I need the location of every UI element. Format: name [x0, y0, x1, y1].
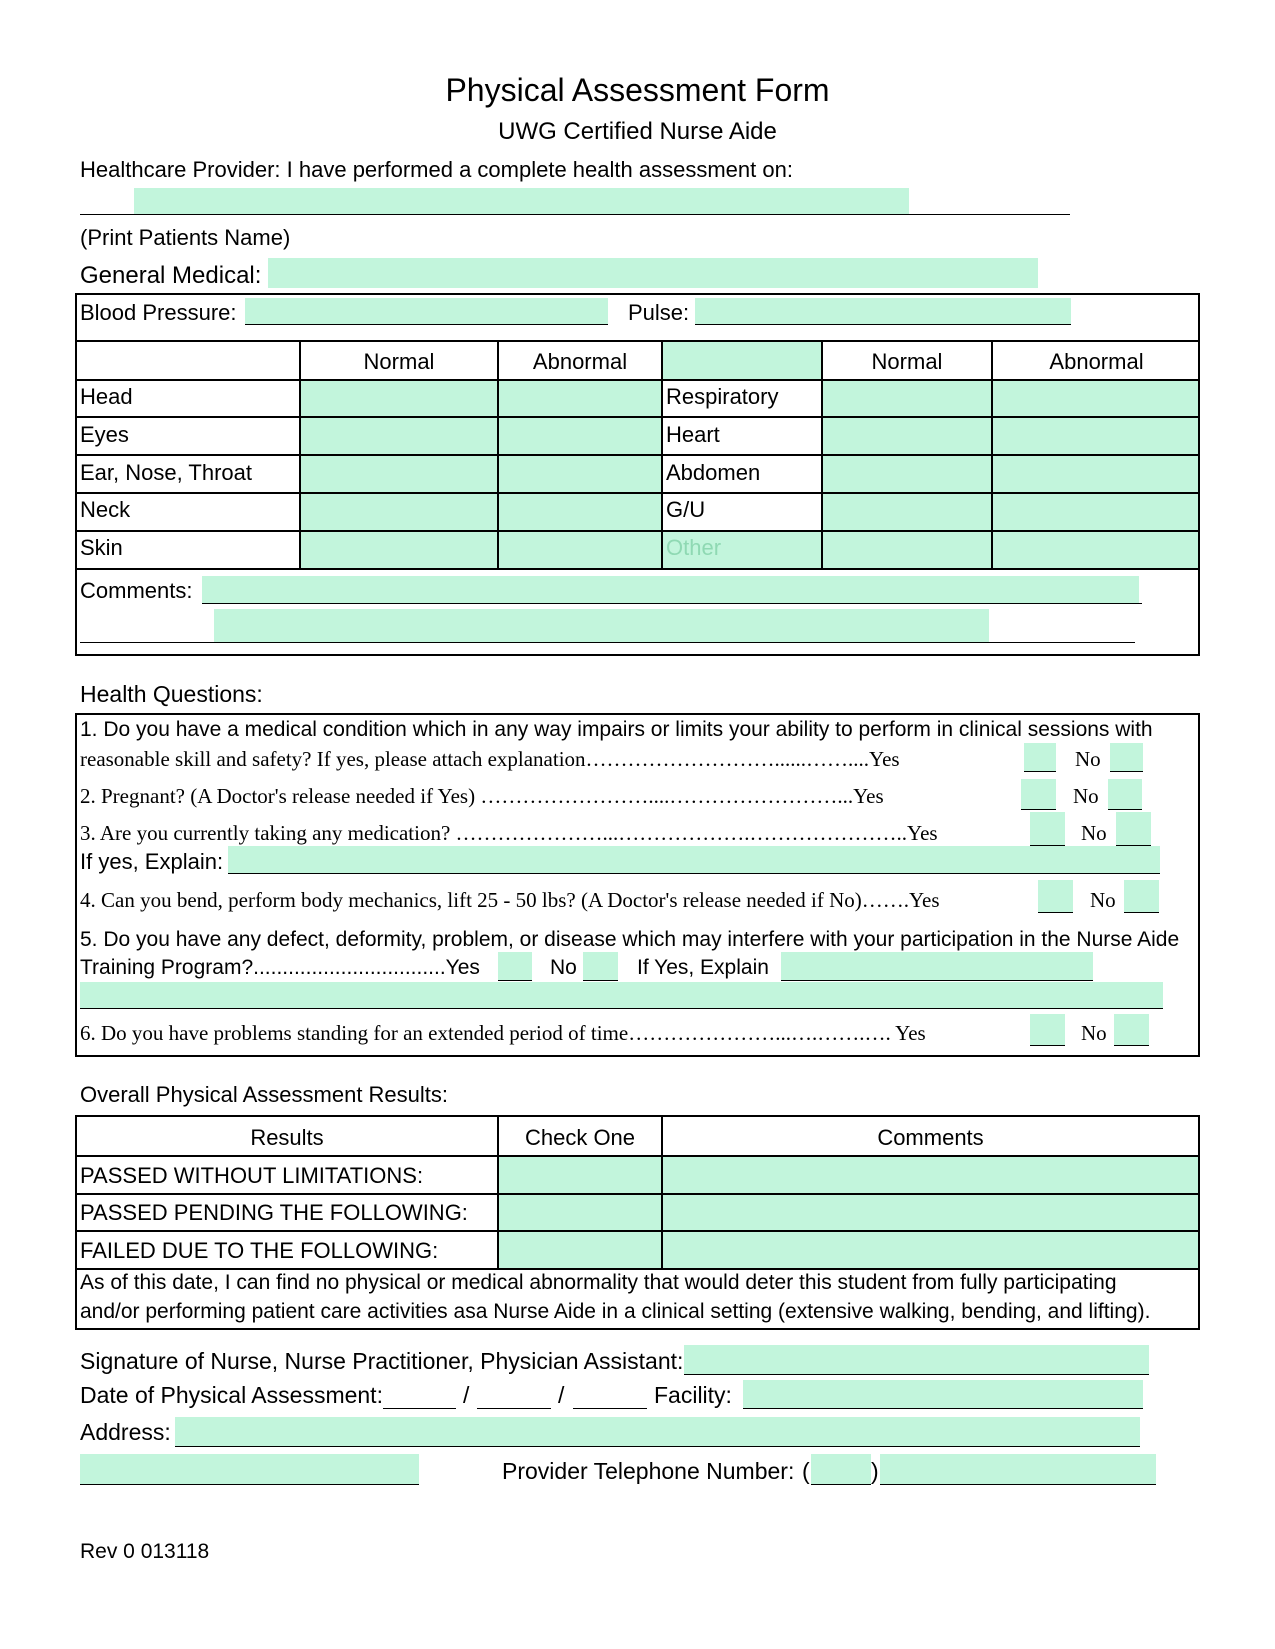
col-abnormal-right: Abnormal — [1049, 349, 1144, 374]
q1-yes-box[interactable] — [1024, 743, 1056, 771]
provider-statement: Healthcare Provider: I have performed a complete health assessment on: — [80, 157, 793, 182]
result-passed-pending: PASSED PENDING THE FOLLOWING: — [80, 1200, 468, 1225]
pulse-label: Pulse: — [628, 300, 690, 325]
q5-no-underline — [583, 980, 618, 981]
comments-underline-2 — [80, 642, 1135, 643]
q5-yes-box[interactable] — [498, 952, 532, 980]
row-label-neck: Neck — [80, 497, 131, 522]
facility-field[interactable] — [743, 1380, 1143, 1408]
question-3: 3. Are you currently taking any medication? …………………...……………….…………………..Yes — [80, 821, 938, 845]
row-label-abdomen: Abdomen — [666, 460, 761, 485]
col-normal-right: Normal — [871, 349, 943, 374]
col-abnormal-left: Abnormal — [532, 349, 628, 374]
q2-yes-box[interactable] — [1021, 779, 1056, 809]
q5-explain-field-2[interactable] — [80, 982, 1163, 1008]
phone-number-field[interactable] — [880, 1454, 1156, 1484]
results-heading: Overall Physical Assessment Results: — [80, 1082, 449, 1107]
question-2: 2. Pregnant? (A Doctor's release needed if Yes) ……………………....……………………...Yes — [80, 784, 884, 808]
result-passed-without-limitations: PASSED WITHOUT LIMITATIONS: — [80, 1163, 424, 1188]
row-label-respiratory: Respiratory — [666, 384, 779, 409]
q4-no-label: No — [1090, 888, 1116, 912]
other-normal-cell[interactable] — [823, 532, 991, 568]
col-check-one: Check One — [524, 1125, 636, 1150]
general-medical-field[interactable] — [268, 258, 1038, 288]
address-underline — [175, 1446, 1140, 1447]
address-line-2-field[interactable] — [80, 1454, 419, 1484]
eyes-abnormal-cell[interactable] — [499, 418, 661, 454]
question-5-line-1: 5. Do you have any defect, deformity, problem, or disease which may interfere with your participation in the Nurse Aide — [80, 928, 1180, 951]
q5-explain-underline — [781, 980, 1093, 981]
results-statement-line-1: As of this date, I can find no physical or medical abnormality that would deter this student from fully participating — [80, 1271, 1117, 1294]
q5-no-label: No — [550, 956, 577, 979]
abdomen-abnormal-cell[interactable] — [993, 456, 1198, 492]
date-label: Date of Physical Assessment: — [80, 1382, 383, 1408]
custom-category-field[interactable] — [663, 342, 821, 379]
results-grid-line — [75, 1268, 1200, 1270]
phone-label: Provider Telephone Number: — [502, 1458, 795, 1484]
question-1-line-1: 1. Do you have a medical condition which in any way impairs or limits your ability to perform in clinical sessions with — [80, 718, 1153, 741]
q5-explain-field[interactable] — [781, 952, 1093, 980]
q1-no-box[interactable] — [1110, 743, 1143, 771]
q2-no-box[interactable] — [1108, 779, 1142, 809]
q3-explain-field[interactable] — [228, 846, 1160, 873]
q4-yes-underline — [1038, 912, 1073, 913]
question-1-line-2: reasonable skill and safety? If yes, please attach explanation………………………......……....Yes — [80, 747, 900, 771]
result-failed: FAILED DUE TO THE FOLLOWING: — [80, 1238, 439, 1263]
q1-no-underline — [1110, 771, 1143, 772]
q5-yes-underline — [498, 980, 532, 981]
failed-comments[interactable] — [663, 1232, 1198, 1268]
respiratory-abnormal-cell[interactable] — [993, 381, 1198, 416]
comments-field-2[interactable] — [214, 609, 989, 642]
phone-number-underline — [880, 1484, 1156, 1485]
head-abnormal-cell[interactable] — [499, 381, 661, 416]
general-medical-label: General Medical: — [80, 262, 262, 289]
q2-no-label: No — [1073, 784, 1099, 808]
col-results: Results — [250, 1125, 324, 1150]
date-year-underline — [573, 1408, 647, 1409]
neck-normal-cell[interactable] — [301, 494, 497, 530]
row-label-ent: Ear, Nose, Throat — [80, 460, 253, 485]
q3-explain-label: If yes, Explain: — [80, 849, 224, 874]
print-name-label: (Print Patients Name) — [80, 225, 291, 250]
q4-no-box[interactable] — [1124, 880, 1159, 912]
date-separator-2: / — [558, 1382, 565, 1408]
q3-explain-underline — [228, 873, 1160, 874]
failed-check[interactable] — [499, 1232, 661, 1268]
gu-abnormal-cell[interactable] — [993, 494, 1198, 530]
facility-underline — [743, 1408, 1143, 1409]
q5-explain-underline-2 — [80, 1008, 1163, 1009]
blood-pressure-field[interactable] — [245, 298, 608, 324]
question-4: 4. Can you bend, perform body mechanics, lift 25 - 50 lbs? (A Doctor's release needed if No)…….Yes — [80, 888, 940, 912]
skin-abnormal-cell[interactable] — [499, 532, 661, 568]
passed-without-check[interactable] — [499, 1157, 661, 1193]
signature-underline — [684, 1374, 1149, 1375]
respiratory-normal-cell[interactable] — [823, 381, 991, 416]
date-month-underline — [383, 1408, 456, 1409]
signature-field[interactable] — [684, 1345, 1149, 1374]
comments-field-1[interactable] — [202, 576, 1139, 603]
blood-pressure-underline — [245, 324, 608, 325]
q3-yes-box[interactable] — [1030, 812, 1065, 845]
facility-label: Facility: — [654, 1382, 732, 1408]
date-separator-1: / — [463, 1382, 470, 1408]
health-questions-heading: Health Questions: — [80, 681, 263, 707]
row-label-skin: Skin — [80, 535, 123, 560]
q4-yes-box[interactable] — [1038, 880, 1073, 912]
q1-yes-underline — [1024, 771, 1056, 772]
area-code-field[interactable] — [811, 1454, 871, 1484]
comments-label: Comments: — [80, 578, 193, 603]
patient-name-field[interactable] — [134, 188, 909, 214]
row-label-eyes: Eyes — [80, 422, 129, 447]
passed-pending-check[interactable] — [499, 1195, 661, 1230]
q6-no-box[interactable] — [1114, 1014, 1149, 1045]
head-normal-cell[interactable] — [301, 381, 497, 416]
q6-no-underline — [1114, 1045, 1149, 1046]
q1-no-label: No — [1075, 747, 1101, 771]
q3-no-box[interactable] — [1116, 812, 1151, 845]
col-normal-left: Normal — [363, 349, 435, 374]
address-label: Address: — [80, 1419, 171, 1445]
q2-no-underline — [1108, 809, 1142, 810]
neck-abnormal-cell[interactable] — [499, 494, 661, 530]
heart-abnormal-cell[interactable] — [993, 418, 1198, 454]
pulse-field[interactable] — [695, 298, 1071, 324]
q6-yes-underline — [1030, 1045, 1065, 1046]
heart-normal-cell[interactable] — [823, 418, 991, 454]
passed-pending-comments[interactable] — [663, 1195, 1198, 1230]
page-title: Physical Assessment Form — [445, 72, 830, 108]
exam-grid-line — [75, 340, 1200, 342]
skin-normal-cell[interactable] — [301, 532, 497, 568]
patient-name-underline — [80, 214, 1070, 215]
pulse-underline — [695, 324, 1071, 325]
passed-without-comments[interactable] — [663, 1157, 1198, 1193]
phone-open-paren: ( — [802, 1458, 810, 1484]
q3-no-label: No — [1081, 821, 1107, 845]
row-label-gu: G/U — [666, 497, 706, 522]
comments-underline-1 — [202, 603, 1142, 604]
gu-normal-cell[interactable] — [823, 494, 991, 530]
q5-no-box[interactable] — [583, 952, 618, 980]
col-comments: Comments — [877, 1125, 984, 1150]
results-statement-line-2: and/or performing patient care activities asa Nurse Aide in a clinical setting (extensive walking, bending, and lifting). — [80, 1300, 1151, 1323]
phone-close-paren: ) — [871, 1458, 879, 1484]
date-day-underline — [477, 1408, 551, 1409]
eyes-normal-cell[interactable] — [301, 418, 497, 454]
question-6: 6. Do you have problems standing for an extended period of time…………………...….…….…. Yes — [80, 1021, 926, 1045]
blood-pressure-label: Blood Pressure: — [80, 300, 237, 325]
page-subtitle: UWG Certified Nurse Aide — [498, 118, 777, 145]
row-label-heart: Heart — [666, 422, 720, 447]
revision-number: Rev 0 013118 — [80, 1540, 210, 1563]
q2-yes-underline — [1021, 809, 1056, 810]
question-5-line-2: Training Program?.................................Yes — [80, 956, 480, 979]
other-abnormal-cell[interactable] — [993, 532, 1198, 568]
ent-abnormal-cell[interactable] — [499, 456, 661, 492]
q5-explain-label: If Yes, Explain — [637, 956, 769, 979]
abdomen-normal-cell[interactable] — [823, 456, 991, 492]
exam-grid-line — [75, 568, 1200, 570]
ent-normal-cell[interactable] — [301, 456, 497, 492]
q6-no-label: No — [1081, 1021, 1107, 1045]
q4-no-underline — [1124, 912, 1159, 913]
signature-label: Signature of Nurse, Nurse Practitioner, Physician Assistant: — [80, 1348, 684, 1374]
q6-yes-box[interactable] — [1030, 1014, 1065, 1045]
address-line-2-underline — [80, 1484, 419, 1485]
other-placeholder: Other — [666, 535, 722, 560]
row-label-head: Head — [80, 384, 133, 409]
area-code-underline — [811, 1484, 871, 1485]
address-field[interactable] — [175, 1417, 1140, 1446]
